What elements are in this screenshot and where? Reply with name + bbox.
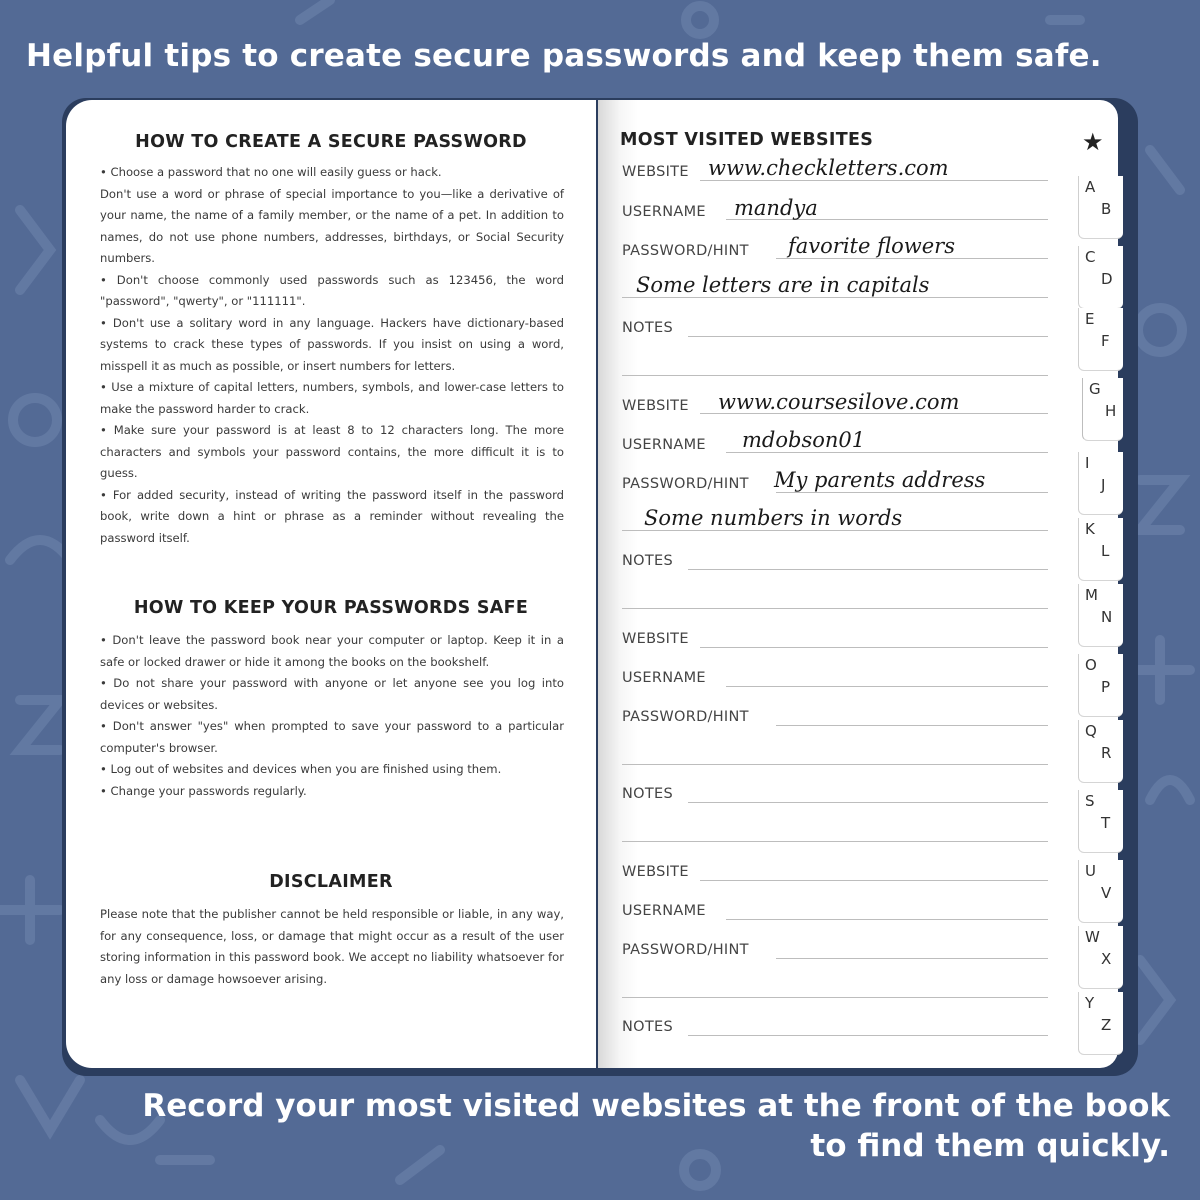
paragraph: • Don't answer "yes" when prompted to save your password to a particular computer's browser. xyxy=(100,719,564,755)
password-label: PASSWORD/HINT xyxy=(622,476,749,492)
website-label: WEBSITE xyxy=(622,864,689,880)
paragraph: Please note that the publisher cannot be held responsible or liable, in any way, for any consequence, loss, or damage that might occur as a result of the user storing information in this password book. We accept no liability whatsoever for any loss or damage howsoever arising. xyxy=(100,907,564,986)
star-icon: ★ xyxy=(1082,128,1104,156)
tab-a-b[interactable] xyxy=(1078,176,1123,239)
tab-w-x[interactable] xyxy=(1078,926,1123,989)
heading-disclaimer: DISCLAIMER xyxy=(269,872,393,892)
tab-letter: W xyxy=(1085,928,1100,946)
tab-letter: H xyxy=(1105,402,1117,420)
tab-letter: P xyxy=(1101,678,1111,696)
paragraph: Don't use a word or phrase of special importance to you—like a derivative of your name, the name of a family member, or the name of a pet. In addition to names, do not use phone numbers, addresses, birthdays, or Social Security numbers. xyxy=(100,186,564,265)
tab-o-p[interactable] xyxy=(1078,654,1123,717)
tab-letter: A xyxy=(1085,178,1096,196)
website-entry[interactable]: www.checkletters.com xyxy=(708,156,949,180)
hint-line[interactable] xyxy=(622,764,1048,765)
hint-entry[interactable]: Some numbers in words xyxy=(644,506,903,530)
username-entry[interactable]: mandya xyxy=(734,196,818,220)
tab-letter: M xyxy=(1085,586,1098,604)
paragraph: • Choose a password that no one will easily guess or hack. xyxy=(100,165,442,179)
tab-letter: V xyxy=(1101,884,1112,902)
notes-line xyxy=(622,375,1048,376)
notes-label: NOTES xyxy=(622,320,673,336)
paragraph: • Don't use a solitary word in any language. Hackers have dictionary-based systems to crack these types of passwords. If you insist on using a word, misspell it as much as possible, or insert numbers for letters. xyxy=(100,315,564,373)
paragraph: • Use a mixture of capital letters, numbers, symbols, and lower-case letters to make the password harder to crack. xyxy=(100,380,564,416)
tab-letter: I xyxy=(1085,454,1090,472)
hint-entry[interactable]: Some letters are in capitals xyxy=(636,273,930,297)
left-page xyxy=(66,100,596,1068)
password-line xyxy=(776,492,1048,493)
tab-e-f[interactable] xyxy=(1078,308,1123,371)
tab-y-z[interactable] xyxy=(1078,992,1123,1055)
website-label: WEBSITE xyxy=(622,164,689,180)
notes-line[interactable] xyxy=(622,841,1048,842)
website-line[interactable] xyxy=(700,880,1048,881)
username-entry[interactable]: mdobson01 xyxy=(742,428,866,452)
password-entry[interactable]: favorite flowers xyxy=(788,234,955,258)
top-caption: Helpful tips to create secure passwords and keep them safe. xyxy=(26,38,1102,74)
tab-letter: L xyxy=(1101,542,1110,560)
tab-letter: F xyxy=(1101,332,1110,350)
tab-s-t[interactable] xyxy=(1078,790,1123,853)
keep-safe-text xyxy=(100,630,564,802)
password-label: PASSWORD/HINT xyxy=(622,709,749,725)
tab-letter: S xyxy=(1085,792,1095,810)
password-line[interactable] xyxy=(776,725,1048,726)
tab-i-j[interactable] xyxy=(1078,452,1123,515)
tab-letter: T xyxy=(1101,814,1111,832)
username-label: USERNAME xyxy=(622,903,706,919)
paragraph: • Change your passwords regularly. xyxy=(100,783,307,798)
tab-g-h[interactable] xyxy=(1082,378,1123,441)
tab-letter: B xyxy=(1101,200,1112,218)
notes-label: NOTES xyxy=(622,786,673,802)
username-label: USERNAME xyxy=(622,670,706,686)
paragraph: • Do not share your password with anyone or let anyone see you log into devices or websites. xyxy=(100,676,564,712)
notes-line[interactable] xyxy=(688,802,1048,803)
website-line[interactable] xyxy=(700,647,1048,648)
tab-q-r[interactable] xyxy=(1078,720,1123,783)
username-line[interactable] xyxy=(726,919,1048,920)
tab-u-v[interactable] xyxy=(1078,860,1123,923)
notes-line[interactable] xyxy=(688,1035,1048,1036)
disclaimer-text xyxy=(100,904,564,990)
notes-label: NOTES xyxy=(622,553,673,569)
tab-letter: O xyxy=(1085,656,1097,674)
username-label: USERNAME xyxy=(622,437,706,453)
username-line xyxy=(726,452,1048,453)
hint-line[interactable] xyxy=(622,997,1048,998)
heading-create-password: HOW TO CREATE A SECURE PASSWORD xyxy=(135,132,527,152)
paragraph: • Log out of websites and devices when you are finished using them. xyxy=(100,762,502,776)
paragraph: • Make sure your password is at least 8 to 12 characters long. The more characters and symbols your password contains, the more difficult it is to guess. xyxy=(100,423,564,480)
tab-letter: Q xyxy=(1085,722,1097,740)
notes-line xyxy=(688,336,1048,337)
website-label: WEBSITE xyxy=(622,398,689,414)
paragraph: • Don't choose commonly used passwords such as 123456, the word "password", "qwerty", or "111111". xyxy=(100,272,564,308)
tab-letter: N xyxy=(1101,608,1113,626)
tab-k-l[interactable] xyxy=(1078,518,1123,581)
tab-letter: X xyxy=(1101,950,1112,968)
create-password-text xyxy=(100,162,564,549)
tab-letter: C xyxy=(1085,248,1096,266)
password-label: PASSWORD/HINT xyxy=(622,243,749,259)
bottom-caption-line: Record your most visited websites at the front of the book xyxy=(142,1088,1170,1124)
tab-letter: Y xyxy=(1085,994,1095,1012)
notes-line xyxy=(622,608,1048,609)
hint-line xyxy=(622,297,1048,298)
password-line xyxy=(776,258,1048,259)
website-line xyxy=(700,180,1048,181)
bottom-caption-line: to find them quickly. xyxy=(810,1128,1170,1164)
tab-letter: R xyxy=(1101,744,1112,762)
tab-m-n[interactable] xyxy=(1078,584,1123,647)
right-page xyxy=(598,100,1118,1068)
tab-c-d[interactable] xyxy=(1078,246,1123,309)
username-label: USERNAME xyxy=(622,204,706,220)
heading-keep-safe: HOW TO KEEP YOUR PASSWORDS SAFE xyxy=(133,598,529,618)
password-entry[interactable]: My parents address xyxy=(774,468,986,492)
tab-letter: E xyxy=(1085,310,1095,328)
tab-letter: D xyxy=(1101,270,1113,288)
website-label: WEBSITE xyxy=(622,631,689,647)
password-line[interactable] xyxy=(776,958,1048,959)
hint-line xyxy=(622,530,1048,531)
notes-label: NOTES xyxy=(622,1019,673,1035)
tab-letter: G xyxy=(1089,380,1101,398)
paragraph: • For added security, instead of writing the password itself in the password book, write down a hint or phrase as a reminder without revealing the password itself. xyxy=(100,487,564,545)
website-entry[interactable]: www.coursesilove.com xyxy=(718,390,960,414)
most-visited-title: MOST VISITED WEBSITES xyxy=(620,130,874,150)
notes-line xyxy=(688,569,1048,570)
tab-letter: J xyxy=(1101,476,1106,494)
bottom-caption xyxy=(142,1086,1170,1166)
paragraph: • Don't leave the password book near your computer or laptop. Keep it in a safe or locked drawer or hide it among the books on the bookshelf. xyxy=(100,633,564,669)
username-line[interactable] xyxy=(726,686,1048,687)
tab-letter: Z xyxy=(1101,1016,1112,1034)
tab-letter: K xyxy=(1085,520,1095,538)
password-label: PASSWORD/HINT xyxy=(622,942,749,958)
tab-letter: U xyxy=(1085,862,1096,880)
